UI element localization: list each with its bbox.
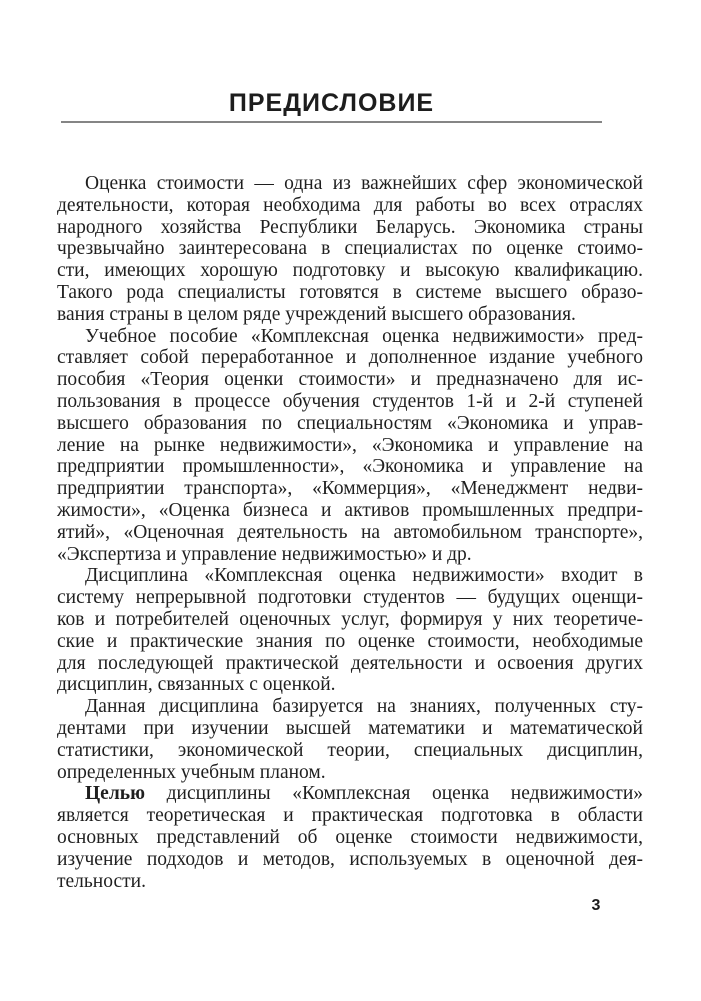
text-line: деятельности, которая необходима для работы во всех отраслях bbox=[57, 194, 643, 216]
text-line: определенных учебным планом. bbox=[57, 761, 326, 783]
text-line: предприятии транспорта», «Коммерция», «Менеджмент недви- bbox=[57, 478, 643, 500]
text-line: сти, имеющих хорошую подготовку и высокую квалификацию. bbox=[57, 260, 643, 282]
paragraph bbox=[57, 696, 643, 783]
text-line: Оценка стоимости — одна из важнейших сфер экономической bbox=[85, 173, 643, 194]
text-line: вания страны в целом ряде учреждений высшего образования. bbox=[57, 303, 576, 325]
text-line: для последующей практической деятельности и освоения других bbox=[57, 652, 643, 674]
text-line: ские и практические знания по оценке стоимости, необходимые bbox=[57, 630, 643, 652]
page-number: 3 bbox=[591, 897, 601, 914]
text-line: изучение подходов и методов, используемых в оценочной дея- bbox=[57, 848, 643, 870]
text-line: высшего образования по специальностям «Экономика и управ- bbox=[57, 412, 643, 434]
text-line: Целью дисциплины «Комплексная оценка недвижимости» bbox=[85, 783, 643, 805]
text-line: ление на рынке недвижимости», «Экономика и управление на bbox=[57, 434, 643, 456]
paragraphs bbox=[57, 173, 643, 892]
text-line: Такого рода специалисты готовятся в системе высшего образо- bbox=[57, 281, 643, 303]
text-line: предприятии промышленности», «Экономика и управление на bbox=[57, 456, 643, 478]
text-line: является теоретическая и практическая подготовка в области bbox=[57, 805, 643, 827]
text-line: народного хозяйства Республики Беларусь. Экономика страны bbox=[57, 216, 643, 238]
paragraph bbox=[57, 173, 643, 326]
text-line: дисциплин, связанных с оценкой. bbox=[57, 674, 336, 696]
text-line: основных представлений об оценке стоимости недвижимости, bbox=[57, 826, 643, 848]
text-line: ставляет собой переработанное и дополненное издание учебного bbox=[57, 347, 643, 369]
text-line: Учебное пособие «Комплексная оценка недвижимости» пред- bbox=[85, 325, 643, 347]
paragraph bbox=[57, 326, 643, 566]
chapter-header bbox=[61, 88, 602, 123]
text-line: дентами при изучении высшей математики и математической bbox=[57, 717, 643, 739]
text-line: ков и потребителей оценочных услуг, формируя у них теоретиче- bbox=[57, 608, 643, 630]
title-rule bbox=[61, 121, 602, 123]
page-title: ПРЕДИСЛОВИЕ bbox=[228, 89, 435, 117]
text-line: статистики, экономической теории, специальных дисциплин, bbox=[57, 739, 643, 761]
text-line: ятий», «Оценочная деятельность на автомобильном транспорте», bbox=[57, 521, 643, 543]
text-line: тельности. bbox=[57, 870, 146, 892]
paragraph bbox=[57, 783, 643, 892]
text-line: пособия «Теория оценки стоимости» и предназначено для ис- bbox=[57, 369, 643, 391]
text-line: Данная дисциплина базируется на знаниях, полученных сту- bbox=[85, 696, 643, 718]
paragraph bbox=[57, 565, 643, 696]
text-line: чрезвычайно заинтересована в специалистах по оценке стоимо- bbox=[57, 238, 643, 260]
text-line: Дисциплина «Комплексная оценка недвижимости» входит в bbox=[85, 565, 643, 587]
text-line: жимости», «Оценка бизнеса и активов промышленных предпри- bbox=[57, 499, 643, 521]
text-line: «Экспертиза и управление недвижимостью» и др. bbox=[57, 543, 472, 565]
text-line: систему непрерывной подготовки студентов — будущих оценщи- bbox=[57, 587, 643, 609]
text-line: пользования в процессе обучения студентов 1-й и 2-й ступеней bbox=[57, 390, 643, 412]
